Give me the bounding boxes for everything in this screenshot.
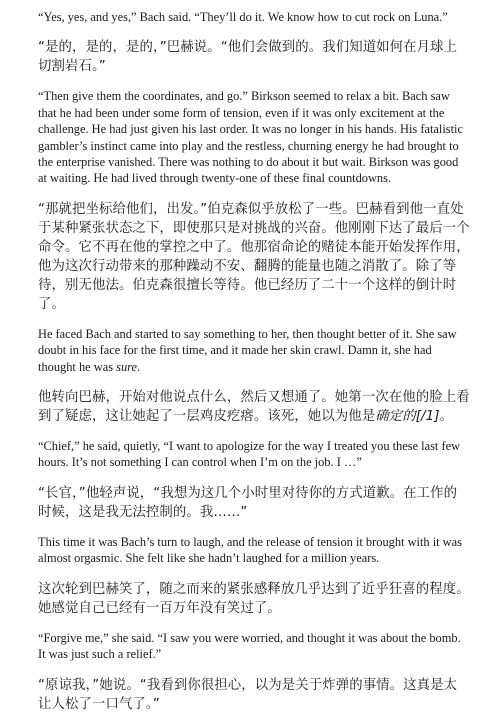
paragraph-zh-2: “那就把坐标给他们，出发。”伯克森似乎放松了一些。巴赫看到他一直处于某种紧张状态之下，即使那只是对挑战的兴奋。他刚刚下达了最后一个命令。它不再在他的掌控之中了。他那宿命论的赌徒本能开始发挥作用，他为这次行动带来的那种躁动不安、翻腾的能量也随之消散了。除了等待，别无他法。伯克森很擅长等待。他已经历了二十一个这样的倒计时了。 (38, 201, 470, 312)
paragraph-zh-3-text: 他转向巴赫，开始对他说点什么，然后又想通了。她第一次在他的脸上看到了疑虑，这让她起了一层鸡皮疙瘩。该死，她以为他是 (38, 390, 470, 425)
paragraph-zh-1: “是的，是的，是的，”巴赫说。“他们会做到的。我们知道如何在月球上切割岩石。” (38, 40, 458, 75)
paragraph-zh-3-tail: 。 (439, 409, 454, 425)
paragraph-zh-3 (38, 388, 470, 426)
paragraph-en-4: “Chief,” he said, quietly, “I want to apologize for the way I treated you these last few hours. It’s not something I can control when I’m on the job. I …” (38, 439, 461, 470)
paragraph-en-3-tail: . (137, 359, 141, 374)
paragraph-en-2: “Then give them the coordinates, and go.” Birkson seemed to relax a bit. Bach saw that he had been under some form of tension, even if it was only excitement at the challenge. He had just given his last order. It was no longer in his hands. His fatalistic gambler’s instinct came into play and the restless, churning energy he had brought to the enterprise vanished. There was nothing to do about it but wait. Birkson was good at waiting. He had lived through twenty-one of these final countdowns. (38, 89, 463, 186)
paragraph-en-3-text: He faced Bach and started to say something to her, then thought better of it. She saw doubt in his face for the first time, and it made her skin crawl. Damn it, she had thought he was (38, 326, 457, 374)
paragraph-en-3 (38, 326, 470, 375)
paragraph-en-1: “Yes, yes, and yes,” Bach said. “They’ll do it. We know how to cut rock on Luna.” (38, 10, 448, 24)
paragraph-zh-5: 这次轮到巴赫笑了，随之而来的紧张感释放几乎达到了近乎狂喜的程度。她感觉自己已经有一百万年没有笑过了。 (38, 581, 470, 616)
paragraph-en-5: This time it was Bach’s turn to laugh, and the release of tension it brought with it was almost orgasmic. She felt like she hadn’t laughed for a million years. (38, 534, 462, 566)
paragraph-zh-4: “长官，”他轻声说，“我想为这几个小时里对待你的方式道歉。在工作的时候，这是我无法控制的。我……” (38, 485, 458, 520)
emphasis-queding: 确定的[/1] (375, 409, 440, 425)
paragraph-zh-6: “原谅我，”她说。“我看到你很担心，以为是关于炸弹的事情。这真是太让人松了一口气了。” (38, 677, 458, 712)
paragraph-en-6: “Forgive me,” she said. “I saw you were worried, and thought it was about the bomb. It was just such a relief.” (38, 630, 461, 662)
emphasis-sure: sure (116, 359, 138, 374)
